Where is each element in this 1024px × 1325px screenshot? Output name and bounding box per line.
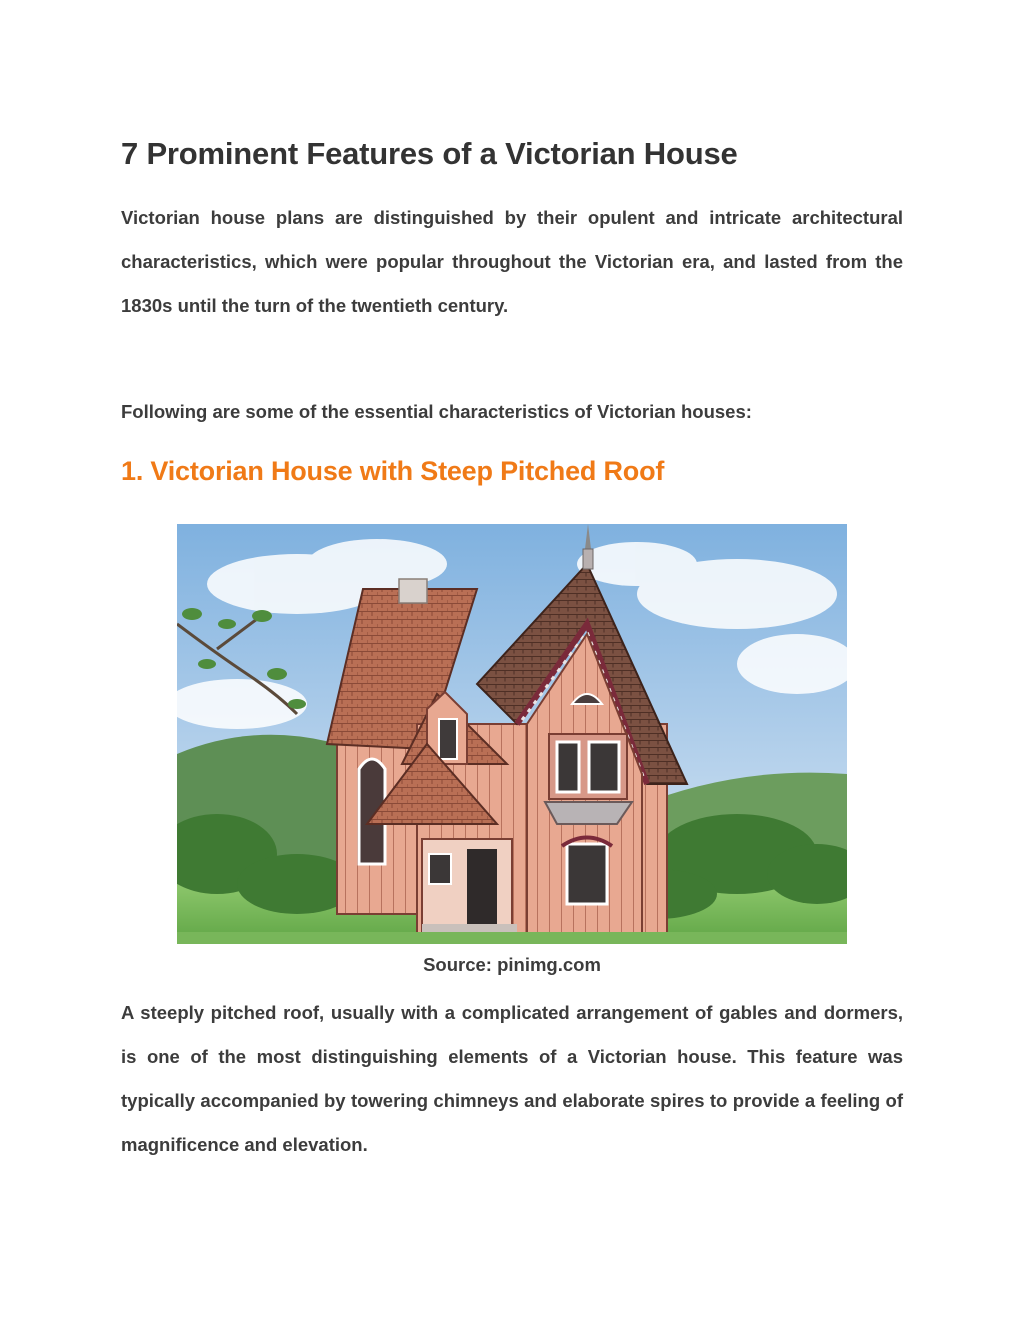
page-title: 7 Prominent Features of a Victorian House: [121, 136, 738, 171]
intro-paragraph: Victorian house plans are distinguished by their opulent and intricate architectural characteristics, which were popular throughout the Victorian era, and lasted from the 1830s until the turn of the twentieth century.: [121, 207, 903, 316]
section-body-paragraph: A steeply pitched roof, usually with a complicated arrangement of gables and dormers, is one of the most distinguishing elements of a Victorian house. This feature was typically accompanied by towering chimneys and elaborate spires to provide a feeling of magnificence and elevation.: [121, 1002, 903, 1155]
image-caption: Source: pinimg.com: [423, 954, 601, 975]
section-heading: 1. Victorian House with Steep Pitched Roof: [121, 456, 665, 486]
following-paragraph: Following are some of the essential characteristics of Victorian houses:: [121, 401, 752, 422]
victorian-house-illustration: [177, 524, 847, 944]
